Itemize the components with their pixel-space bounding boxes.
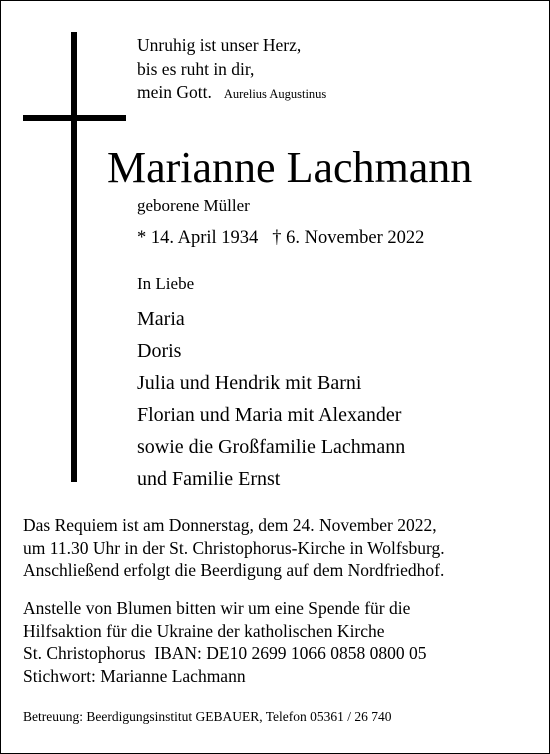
cross-icon-crossbar — [23, 115, 126, 121]
mourner-name: Maria — [137, 308, 185, 330]
mourner-name: Julia und Hendrik mit Barni — [137, 372, 362, 394]
donation-line: Anstelle von Blumen bitten wir um eine Spende für die — [23, 598, 411, 618]
funeral-home-footer: Betreuung: Beerdigungsinstitut GEBAUER, Telefon 05361 / 26 740 — [23, 709, 392, 724]
cross-icon — [71, 32, 77, 482]
death-date: † 6. November 2022 — [272, 228, 425, 248]
motto-line: bis es ruht in dir, — [137, 58, 255, 79]
service-line: Das Requiem ist am Donnerstag, dem 24. November 2022, — [23, 515, 437, 535]
donation-info — [23, 597, 426, 687]
deceased-name: Marianne Lachmann — [107, 143, 473, 192]
service-info — [23, 514, 445, 582]
life-dates — [137, 226, 424, 250]
mourners-list — [137, 303, 405, 495]
birth-date: * 14. April 1934 — [137, 228, 259, 248]
motto-line — [137, 81, 326, 107]
donation-line: Hilfsaktion für die Ukraine der katholischen Kirche — [23, 620, 385, 641]
mourner-name: Doris — [137, 340, 182, 362]
motto-line-text: mein Gott. — [137, 82, 212, 102]
service-line: um 11.30 Uhr in der St. Christophorus-Kirche in Wolfsburg. — [23, 537, 445, 558]
mourner-name: und Familie Ernst — [137, 468, 281, 490]
birth-name: geborene Müller — [137, 196, 250, 215]
mourner-name: Florian und Maria mit Alexander — [137, 404, 402, 426]
service-line: Anschließend erfolgt die Beerdigung auf dem Nordfriedhof. — [23, 560, 445, 580]
motto-line: Unruhig ist unser Herz, — [137, 35, 302, 55]
donation-line: Stichwort: Marianne Lachmann — [23, 665, 246, 686]
donation-line: St. Christophorus IBAN: DE10 2699 1066 0858 0800 05 — [23, 643, 427, 663]
motto — [137, 34, 326, 107]
mourner-name: sowie die Großfamilie Lachmann — [137, 436, 406, 458]
motto-attribution: Aurelius Augustinus — [223, 87, 327, 101]
mourners-intro: In Liebe — [137, 274, 195, 293]
